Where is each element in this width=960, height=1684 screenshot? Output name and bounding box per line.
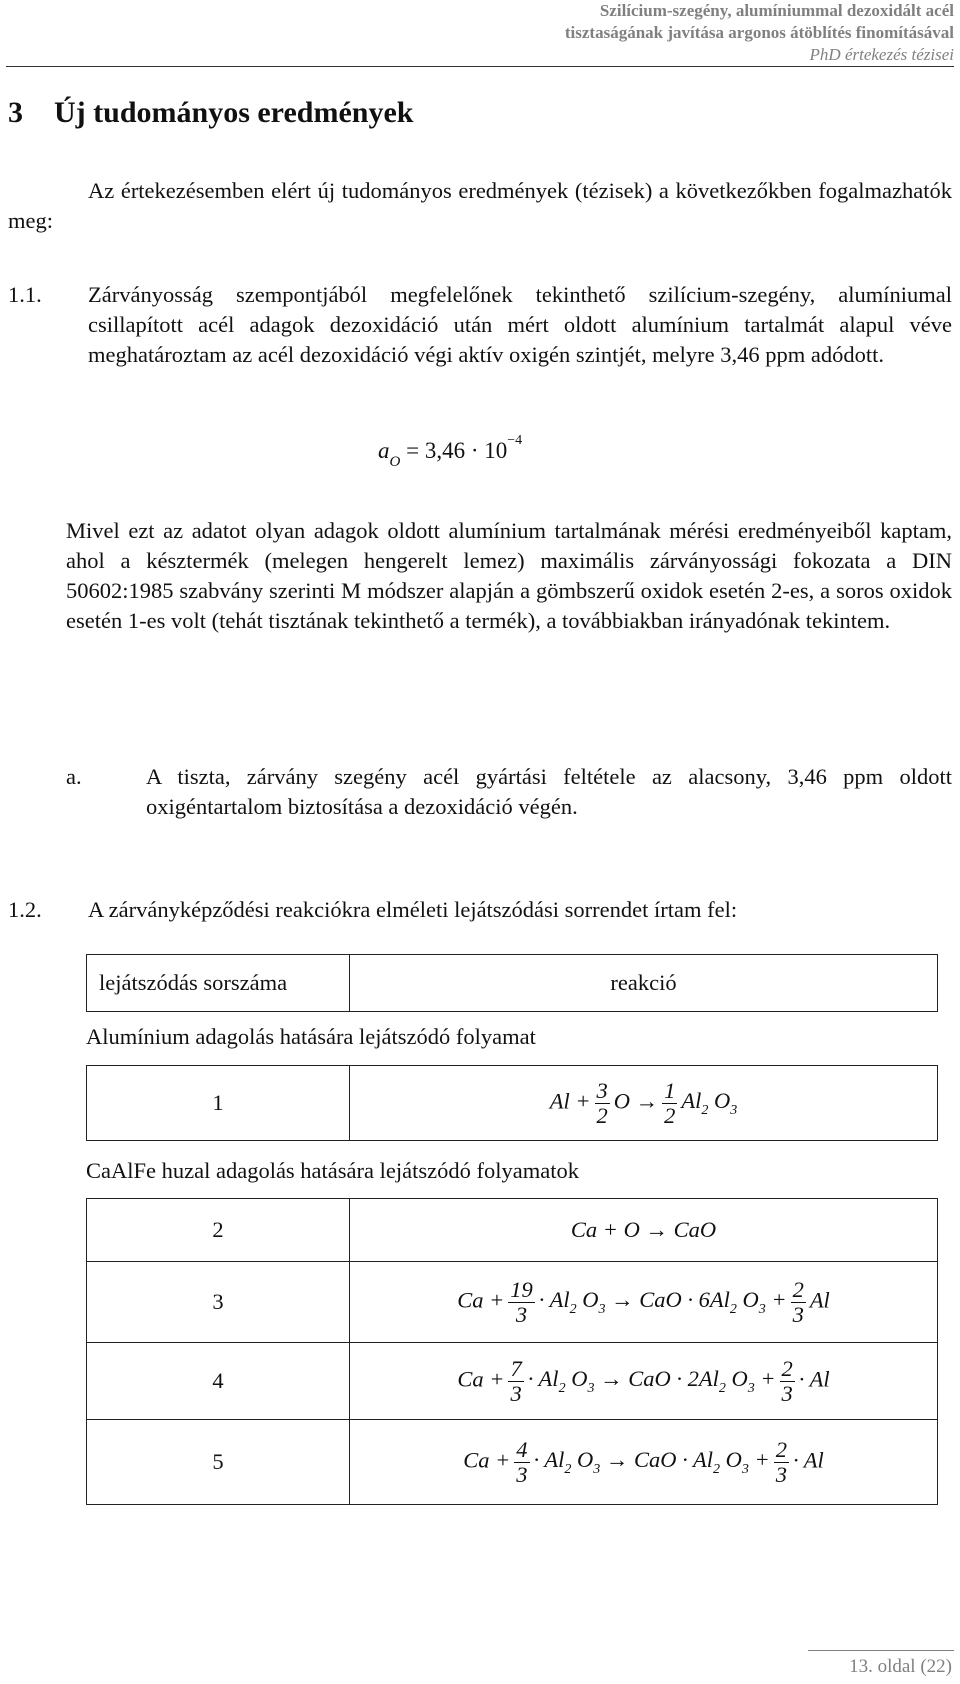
reaction-1: Al + $\frac{3}{2}$ O → $\frac{1}{2}$ $Al_2$ $O_3$ bbox=[350, 1066, 938, 1141]
col-header-reaction: reakció bbox=[350, 955, 938, 1012]
row-number-5: 5 bbox=[87, 1420, 350, 1505]
row-number-3: 3 bbox=[87, 1262, 350, 1343]
reaction-table-section-2 bbox=[86, 1198, 938, 1505]
reaction-3: Ca + $\frac{19}{3}$ · $Al_2$ $O_3$ → CaO · $6Al_2$ $O_3$ + $\frac{2}{3}$ Al bbox=[350, 1262, 938, 1343]
reaction-2: Ca + O → CaO bbox=[350, 1199, 938, 1262]
row-number-1: 1 bbox=[87, 1066, 350, 1141]
row-number-2: 2 bbox=[87, 1199, 350, 1262]
item-1-2-number: 1.2. bbox=[8, 897, 42, 922]
row-number-4: 4 bbox=[87, 1343, 350, 1420]
section-title: Új tudományos eredmények bbox=[54, 96, 414, 129]
formula-exp: −4 bbox=[507, 433, 523, 448]
item-a-label: a. bbox=[66, 764, 82, 789]
section-heading bbox=[8, 96, 413, 130]
section-number: 3 bbox=[8, 96, 23, 129]
col-header-order: lejátszódás sorszáma bbox=[87, 955, 350, 1012]
reaction-5: Ca + $\frac{4}{3}$ · $Al_2$ $O_3$ → CaO · $Al_2$ $O_3$ + $\frac{2}{3}$ · Al bbox=[350, 1420, 938, 1505]
header-line-3: PhD értekezés tézisei bbox=[809, 45, 954, 64]
header-rule bbox=[6, 66, 954, 67]
explanation-paragraph: Mivel ezt az adatot olyan adagok oldott alumínium tartalmának mérési eredményeiből kaptam, ahol a késztermék (melegen hengerelt lemez) maximális zárványossági fokozata a DIN 50602:1985 szabvány szerinti M módszer alapján a gömbszerű oxidok esetén 2-es, a soros oxidok esetén 1-es volt (tehát tisztának tekinthető a termék), a továbbiakban irányadónak tekintem. bbox=[66, 518, 952, 633]
reaction-table-header bbox=[86, 954, 938, 1012]
item-1-1-number: 1.1. bbox=[8, 282, 42, 307]
table-section-2-label: CaAlFe huzal adagolás hatására lejátszódó folyamatok bbox=[86, 1158, 579, 1183]
intro-paragraph: Az értekezésemben elért új tudományos eredmények (tézisek) a következőkben fogalmazhatók meg: bbox=[8, 178, 952, 233]
footer-rule bbox=[808, 1650, 954, 1651]
formula-rhs: = 3,46 · 10 bbox=[406, 438, 508, 463]
item-1-1-text: Zárványosság szempontjából megfelelőnek tekinthető szilícium-szegény, alumíniumal csillapított acél adagok dezoxidáció után mért oldott alumínium tartalmát alapul véve meghatároztam az acél dezoxidáció végi aktív oxigén szintjét, melyre 3,46 ppm adódott. bbox=[88, 282, 952, 367]
reaction-4: Ca + $\frac{7}{3}$ · $Al_2$ $O_3$ → CaO · $2Al_2$ $O_3$ + $\frac{2}{3}$ · Al bbox=[350, 1343, 938, 1420]
formula-lhs: a bbox=[378, 438, 390, 463]
page-number: 13. oldal (22) bbox=[849, 1656, 952, 1677]
formula-sub: O bbox=[389, 454, 401, 470]
header-line-2: tisztaságának javítása argonos átöblítés finomításával bbox=[564, 23, 954, 42]
item-a-text: A tiszta, zárvány szegény acél gyártási feltétele az alacsony, 3,46 ppm oldott oxigéntartalom biztosítása a dezoxidáció végén. bbox=[146, 764, 952, 819]
header-line-1: Szilícium-szegény, alumíniummal dezoxidált acél bbox=[599, 1, 954, 20]
reaction-table-section-1 bbox=[86, 1065, 938, 1141]
table-section-1-label: Alumínium adagolás hatására lejátszódó folyamat bbox=[86, 1024, 536, 1049]
activity-formula bbox=[378, 433, 523, 470]
item-1-2-text: A zárványképződési reakciókra elméleti lejátszódási sorrendet írtam fel: bbox=[88, 897, 738, 922]
running-header bbox=[565, 0, 954, 66]
